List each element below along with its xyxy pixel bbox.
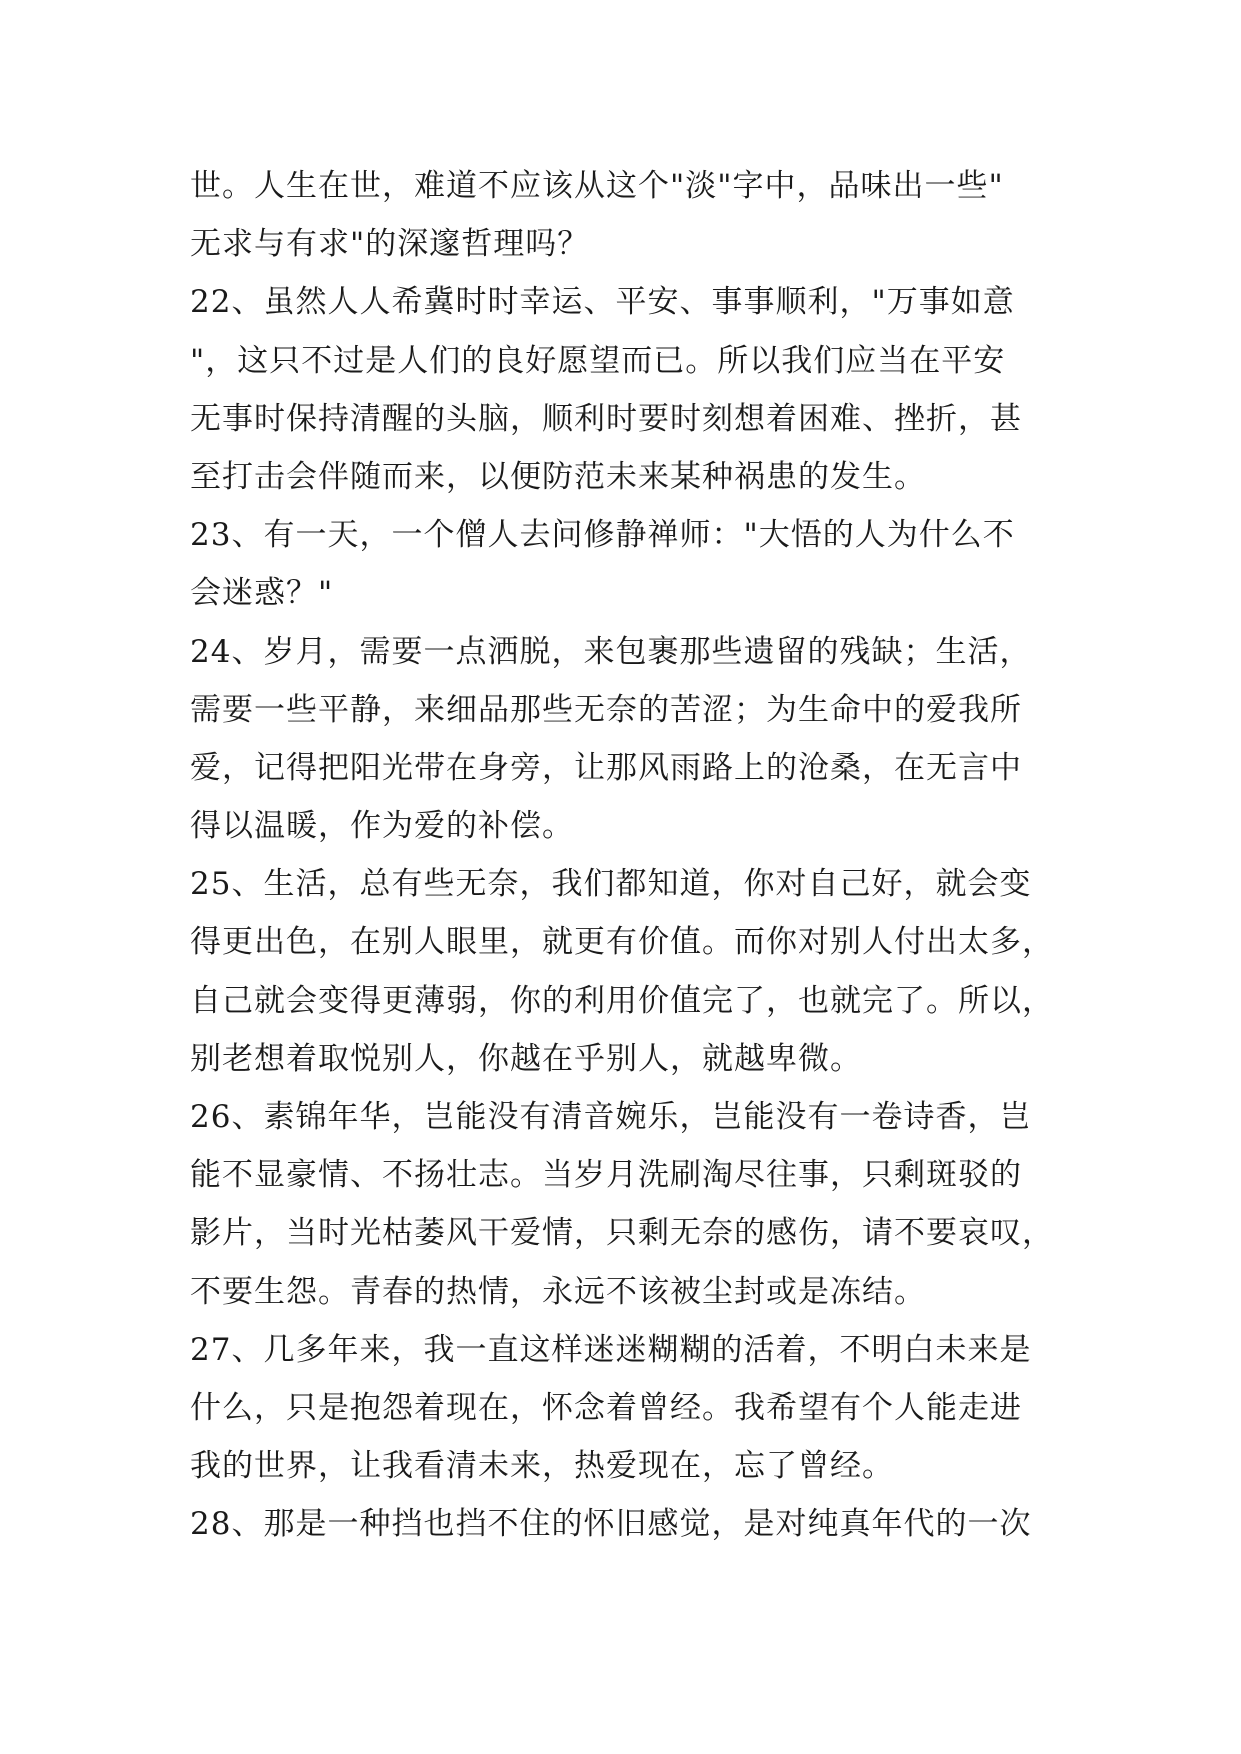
text-line: "，这只不过是人们的良好愿望而已。所以我们应当在平安 [190,342,1006,379]
text-line: 我的世界，让我看清未来，热爱现在，忘了曾经。 [190,1448,894,1485]
text-line: 25、生活，总有些无奈，我们都知道，你对自己好，就会变 [190,866,1032,903]
text-line: 无事时保持清醒的头脑，顺利时要时刻想着困难、挫折，甚 [190,400,1022,437]
text-line: 26、素锦年华，岂能没有清音婉乐，岂能没有一卷诗香，岂 [190,1099,1032,1135]
text-line: 自己就会变得更薄弱，你的利用价值完了，也就完了。所以， [190,982,1054,1019]
text-line: 23、有一天，一个僧人去问修静禅师："大悟的人为什么不 [190,517,1015,554]
text-line: 什么，只是抱怨着现在，怀念着曾经。我希望有个人能走进 [190,1389,1022,1426]
text-line: 需要一些平静，来细品那些无奈的苦涩；为生命中的爱我所 [190,691,1022,728]
text-line: 28、那是一种挡也挡不住的怀旧感觉，是对纯真年代的一次 [190,1506,1032,1543]
text-line: 得更出色，在别人眼里，就更有价值。而你对别人付出太多， [190,924,1054,961]
text-line: 至打击会伴随而来，以便防范未来某种祸患的发生。 [190,458,926,495]
text-line: 能不显豪情、不扬壮志。当岁月洗刷淘尽往事，只剩斑驳的 [190,1157,1022,1194]
text-line: 得以温暖，作为爱的补偿。 [190,808,574,845]
text-line: 世。人生在世，难道不应该从这个"淡"字中，品味出一些" [190,168,1004,204]
text-line: 别老想着取悦别人，你越在乎别人，就越卑微。 [190,1040,862,1077]
body-text [190,157,1070,1554]
text-line: 爱，记得把阳光带在身旁，让那风雨路上的沧桑，在无言中 [190,749,1022,786]
text-line: 24、岁月，需要一点洒脱，来包裹那些遗留的残缺；生活， [190,633,1032,670]
text-line: 影片，当时光枯萎风干爱情，只剩无奈的感伤，请不要哀叹， [190,1215,1054,1252]
text-line: 会迷惑？" [190,575,334,612]
text-line: 不要生怨。青春的热情，永远不该被尘封或是冻结。 [190,1273,926,1310]
text-line: 27、几多年来，我一直这样迷迷糊糊的活着，不明白未来是 [190,1331,1032,1368]
text-line: 22、虽然人人希冀时时幸运、平安、事事顺利，"万事如意 [190,284,1015,321]
text-line: 无求与有求"的深邃哲理吗？ [190,226,590,263]
